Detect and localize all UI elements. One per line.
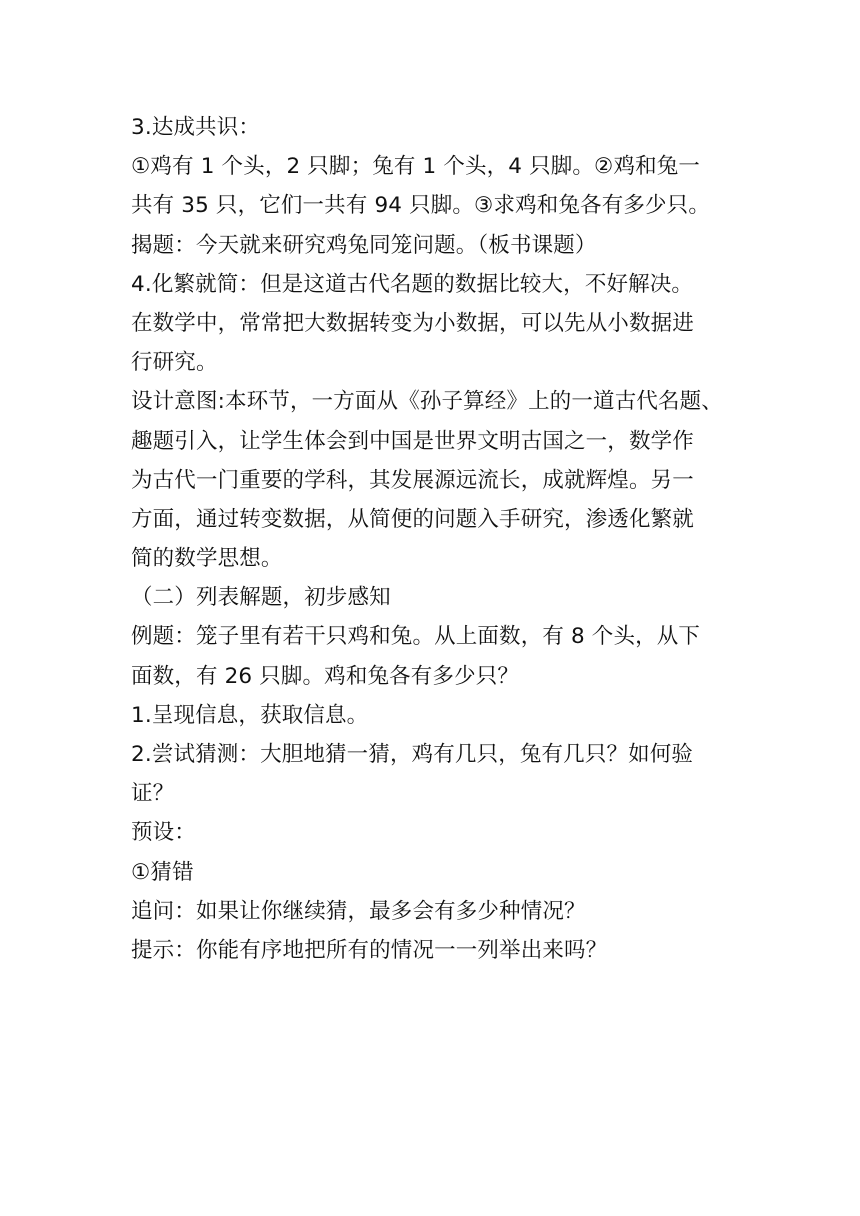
paragraph-line: 在数学中，常常把大数据转变为小数据，可以先从小数据进	[131, 310, 694, 336]
section-heading-simplify: 4.化繁就简：但是这道古代名题的数据比较大，不好解决。	[131, 271, 694, 297]
preset-label: 预设：	[131, 820, 196, 846]
section-heading-consensus: 3.达成共识：	[131, 115, 261, 140]
paragraph-line: 方面，通过转变数据，从简便的问题入手研究，渗透化繁就	[131, 506, 694, 532]
section-heading-table-method: （二）列表解题，初步感知	[131, 585, 391, 611]
design-intent-line: 设计意图:本环节，一方面从《孙子算经》上的一道古代名题、	[131, 389, 723, 415]
paragraph-line: 简的数学思想。	[131, 546, 283, 572]
hint-line: 提示：你能有序地把所有的情况一一列举出来吗？	[131, 937, 608, 963]
paragraph-line: 趣题引入，让学生体会到中国是世界文明古国之一，数学作	[131, 428, 694, 454]
paragraph-line: 为古代一门重要的学科，其发展源远流长，成就辉煌。另一	[131, 467, 694, 493]
guess-wrong-line: ①猜错	[131, 859, 194, 885]
paragraph-line: 面数，有 26 只脚。鸡和兔各有多少只？	[131, 663, 520, 689]
example-problem-line: 例题：笼子里有若干只鸡和兔。从上面数，有 8 个头，从下	[131, 624, 701, 650]
paragraph-line: 证？	[131, 781, 175, 807]
paragraph-line: 揭题：今天就来研究鸡兔同笼问题。（板书课题）	[131, 232, 597, 258]
step-line: 2.尝试猜测：大胆地猜一猜，鸡有几只，兔有几只？如何验	[131, 742, 694, 767]
paragraph-line: 行研究。	[131, 350, 218, 376]
document-body	[131, 108, 736, 970]
step-line: 1.呈现信息，获取信息。	[131, 702, 369, 728]
paragraph-line: 共有 35 只，它们一共有 94 只脚。③求鸡和兔各有多少只。	[131, 193, 710, 219]
paragraph-line: ①鸡有 1 个头，2 只脚；兔有 1 个头，4 只脚。②鸡和兔一	[131, 154, 701, 180]
follow-up-question-line: 追问：如果让你继续猜，最多会有多少种情况？	[131, 898, 586, 924]
